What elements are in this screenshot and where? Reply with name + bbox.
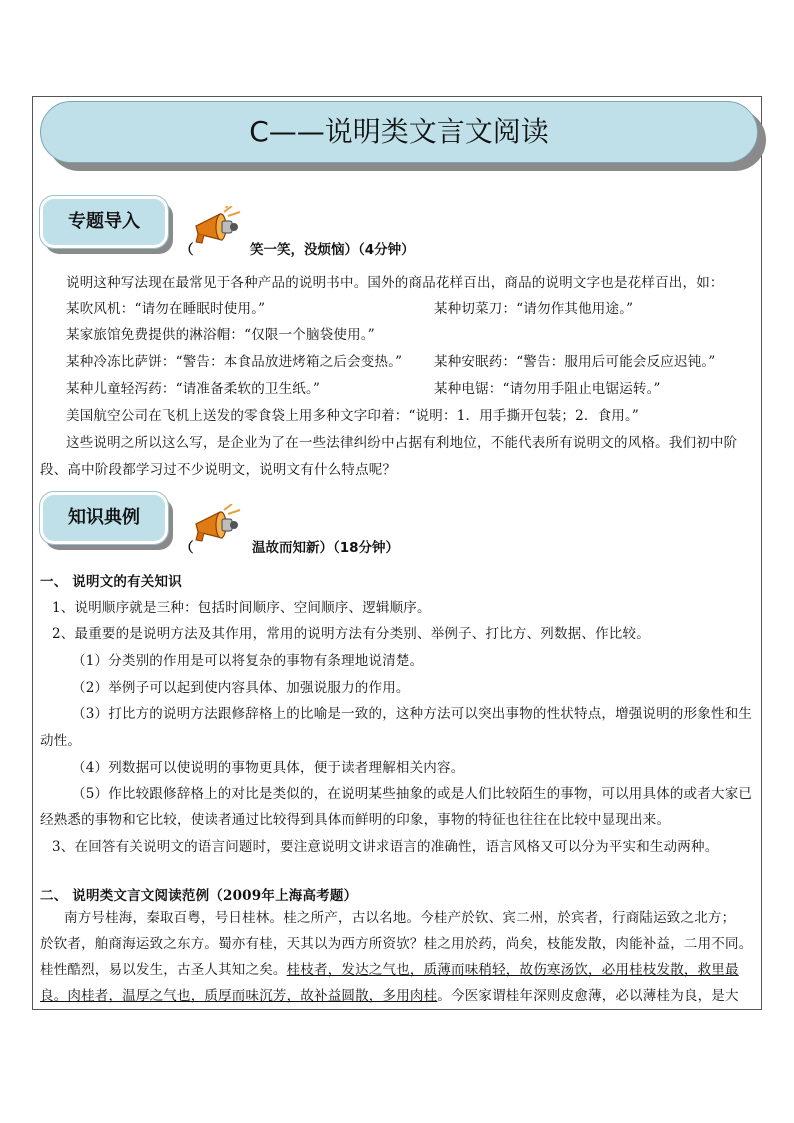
knowledge-point-1: 1、说明顺序就是三种：包括时间顺序、空间顺序、逻辑顺序。 bbox=[52, 600, 431, 616]
airline-example: 美国航空公司在飞机上送发的零食袋上用多种文字印着：“说明：1．用手撕开包装；2．食用。” bbox=[66, 408, 640, 424]
method-data: （4）列数据可以使说明的事物更具体，便于读者理解相关内容。 bbox=[72, 760, 465, 776]
example-left-2: 某家旅馆免费提供的淋浴帽：“仅限一个脑袋使用。” bbox=[66, 327, 375, 343]
summary-line-1: 这些说明之所以这么写，是企业为了在一些法律纠纷中占据有利地位，不能代表所有说明文的风格。我们初中阶 bbox=[66, 435, 738, 451]
example-right-3: 某种安眠药：“警告：服用后可能会反应迟钝。” bbox=[434, 354, 716, 370]
title-banner bbox=[40, 101, 766, 171]
intro-paragraph: 说明这种写法现在最常见于各种产品的说明书中。国外的商品花样百出，商品的说明文字也是花样百出，如： bbox=[66, 275, 724, 291]
knowledge-point-2: 2、最重要的是说明方法及其作用，常用的说明方法有分类别、举例子、打比方、列数据、作比较。 bbox=[52, 626, 650, 642]
section-badge-knowledge bbox=[40, 492, 174, 550]
classical-line-4-plain: 。今医家谓桂年深则皮愈薄，必以薄桂为良，是大 bbox=[437, 988, 739, 1004]
method-example: （2）举例子可以起到使内容具体、加强说服力的作用。 bbox=[72, 680, 410, 696]
method-analogy-2: 动性。 bbox=[40, 733, 82, 749]
heading-knowledge: 一、 说明文的有关知识 bbox=[40, 574, 182, 590]
example-right-1: 某种切菜刀：“请勿作其他用途。” bbox=[434, 301, 634, 317]
section-knowledge-paren: （ bbox=[180, 540, 194, 556]
knowledge-point-3: 3、在回答有关说明文的语言问题时，要注意说明文讲求语言的准确性，语言风格又可以分为平实和生动两种。 bbox=[52, 839, 719, 855]
section-badge-intro bbox=[40, 196, 174, 254]
method-analogy-1: （3）打比方的说明方法跟修辞格上的比喻是一致的，这种方法可以突出事物的性状特点，增强说明的形象性和生 bbox=[72, 706, 753, 722]
classical-line-2: 於钦者，舶商海运致之东方。蜀亦有桂，天其以为西方所资欤？桂之用於药，尚矣，枝能发散，肉能补益，二用不同。 bbox=[40, 936, 753, 952]
classical-line-3-underlined: 桂枝者，发达之气也，质薄而味稍轻，故伤寒汤饮，必用桂枝发散，救里最 bbox=[286, 962, 739, 978]
page-title: C——说明类文言文阅读 bbox=[40, 101, 758, 163]
megaphone-icon bbox=[186, 206, 250, 250]
section-badge-knowledge-label: 知识典例 bbox=[40, 492, 168, 544]
classical-line-4-underlined: 良。肉桂者，温厚之气也，质厚而味沉芳，故补益圆散，多用肉桂 bbox=[40, 988, 438, 1004]
example-left-4: 某种儿童轻泻药：“请准备柔软的卫生纸。” bbox=[66, 381, 321, 397]
section-knowledge-subtitle: 温故而知新）（18分钟） bbox=[252, 540, 400, 556]
classical-line-1: 南方号桂海，秦取百粤，号日桂林。桂之所产，古以名地。今桂产於钦、宾二州，於宾者，行商陆运致之北方； bbox=[64, 910, 736, 926]
method-compare-1: （5）作比较跟修辞格上的对比是类似的，在说明某些抽象的或是人们比较陌生的事物，可以用具体的或者大家已 bbox=[72, 786, 753, 802]
section-intro-subtitle: 笑一笑，没烦恼）（4分钟） bbox=[250, 242, 415, 258]
megaphone-icon bbox=[186, 504, 250, 548]
example-left-1: 某吹风机：“请勿在睡眠时使用。” bbox=[66, 301, 266, 317]
section-badge-intro-label: 专题导入 bbox=[40, 196, 168, 248]
heading-classical-example: 二、 说明类文言文阅读范例（2009年上海高考题） bbox=[40, 888, 358, 904]
example-right-4: 某种电锯：“请勿用手阻止电锯运转。” bbox=[434, 381, 661, 397]
summary-line-2: 段、高中阶段都学习过不少说明文，说明文有什么特点呢？ bbox=[40, 462, 397, 478]
classical-line-3-plain: 桂性酷烈，易以发生，古圣人其知之矣。 bbox=[40, 962, 287, 978]
example-left-3: 某种冷冻比萨饼：“警告：本食品放进烤箱之后会变热。” bbox=[66, 354, 403, 370]
classical-line-4 bbox=[40, 984, 739, 1004]
classical-line-3 bbox=[40, 958, 739, 978]
method-compare-2: 经熟悉的事物和它比较，使读者通过比较得到具体而鲜明的印象，事物的特征也往往在比较中显现出来。 bbox=[40, 812, 671, 828]
section-intro-paren: （ bbox=[180, 242, 194, 258]
method-classify: （1）分类别的作用是可以将复杂的事物有条理地说清楚。 bbox=[72, 653, 424, 669]
